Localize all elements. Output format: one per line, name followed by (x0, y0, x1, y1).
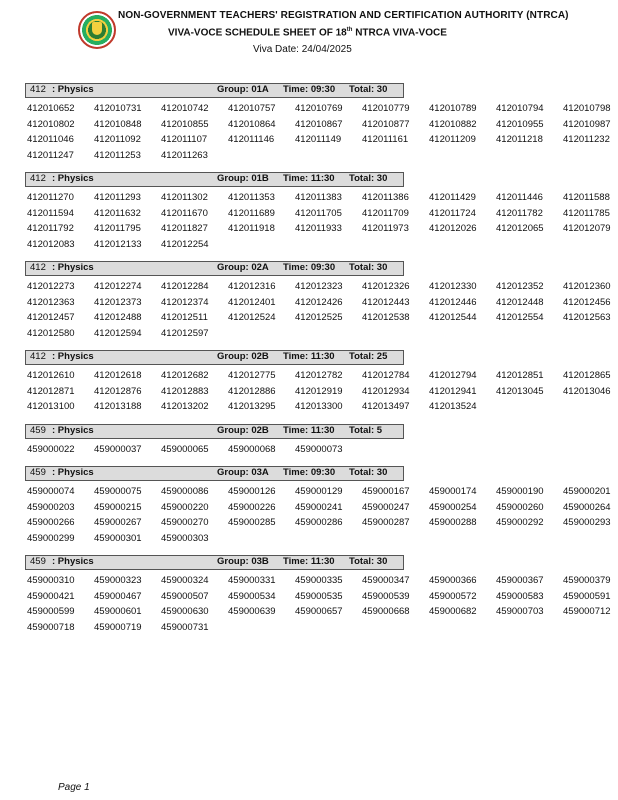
viva-date: Viva Date: 24/04/2025 (253, 44, 352, 55)
roll-number: 412012618 (94, 370, 142, 381)
roll-number: 459000293 (563, 517, 611, 528)
subject-code: 459 (30, 467, 46, 478)
group-info: Group: 01B (217, 173, 269, 184)
roll-number: 412012538 (362, 312, 410, 323)
roll-number: 412012426 (295, 296, 343, 308)
roll-number: 412012580 (27, 327, 75, 339)
roll-number: 412011146 (228, 134, 275, 145)
roll-number: 412013497 (362, 401, 410, 412)
schedule-title: VIVA-VOCE SCHEDULE SHEET OF 18th NTRCA VIVA-VOCE (168, 27, 447, 39)
schedule-section (25, 172, 615, 252)
roll-number: 459000073 (295, 443, 343, 455)
roll-number: 412010652 (27, 103, 75, 114)
roll-number: 459000731 (161, 621, 209, 633)
roll-number-list (25, 190, 615, 252)
roll-number: 412011827 (161, 223, 208, 234)
time-info: Time: 11:30 (283, 173, 335, 184)
authority-title: NON-GOVERNMENT TEACHERS' REGISTRATION AND CERTIFICATION AUTHORITY (NTRCA) (118, 10, 569, 21)
roll-number: 412012254 (161, 238, 209, 250)
roll-number: 459000292 (496, 517, 544, 528)
roll-number: 412012273 (27, 281, 75, 292)
subject-name: : Physics (52, 424, 94, 436)
roll-number: 412012610 (27, 370, 75, 381)
roll-number: 459000303 (161, 532, 209, 544)
roll-number: 412011247 (27, 149, 74, 161)
subject-code: 412 (30, 84, 46, 95)
roll-number: 412012876 (94, 385, 142, 397)
roll-number: 412011632 (94, 207, 141, 219)
subject-code: 412 (30, 351, 46, 362)
roll-number: 412012934 (362, 385, 410, 397)
section-header (25, 350, 615, 365)
roll-number: 412011973 (362, 223, 409, 234)
roll-number: 412012794 (429, 370, 477, 381)
roll-number: 459000601 (94, 606, 142, 617)
roll-number: 459000335 (295, 575, 343, 586)
roll-number: 412010848 (94, 118, 142, 130)
roll-number: 459000126 (228, 486, 276, 497)
roll-number: 412013188 (94, 401, 142, 412)
roll-number: 412011107 (161, 134, 208, 145)
roll-number: 412013295 (228, 401, 276, 412)
schedule-section (25, 261, 615, 341)
roll-number: 412011353 (228, 192, 275, 203)
roll-number: 459000630 (161, 606, 209, 617)
roll-number: 412011588 (563, 192, 610, 203)
roll-number: 412012083 (27, 238, 75, 250)
roll-number: 412010779 (362, 103, 410, 114)
roll-number: 459000323 (94, 575, 142, 586)
roll-number: 412012554 (496, 312, 544, 323)
roll-number: 412010864 (228, 118, 276, 130)
roll-number: 412011386 (362, 192, 409, 203)
subject-name: : Physics (52, 262, 94, 273)
roll-number: 412010798 (563, 103, 611, 114)
roll-number: 412011705 (295, 207, 342, 219)
roll-number: 459000254 (429, 501, 477, 513)
roll-number: 412013300 (295, 401, 343, 412)
roll-number: 459000682 (429, 606, 477, 617)
roll-number: 459000247 (362, 501, 410, 513)
roll-number: 412011383 (295, 192, 342, 203)
roll-number: 412010987 (563, 118, 611, 130)
roll-number: 412013046 (563, 385, 611, 397)
roll-number: 459000220 (161, 501, 209, 513)
roll-number: 459000712 (563, 606, 611, 617)
page-number: Page 1 (58, 782, 90, 793)
roll-number: 459000668 (362, 606, 410, 617)
total-info: Total: 30 (349, 467, 388, 478)
total-info: Total: 25 (349, 351, 388, 362)
roll-number: 412013100 (27, 401, 75, 412)
roll-number: 459000074 (27, 486, 75, 497)
roll-number: 412012775 (228, 370, 276, 381)
subject-code: 459 (30, 556, 46, 567)
roll-number: 459000534 (228, 590, 276, 602)
roll-number: 412012597 (161, 327, 209, 339)
roll-number: 412012448 (496, 296, 544, 308)
roll-number: 459000539 (362, 590, 410, 602)
roll-number: 412011795 (94, 223, 141, 234)
roll-number: 412011293 (94, 192, 141, 203)
roll-number: 412013524 (429, 401, 477, 412)
roll-number: 459000065 (161, 443, 209, 455)
subject-code: 412 (30, 262, 46, 273)
roll-number: 459000241 (295, 501, 343, 513)
roll-number-list (25, 484, 615, 546)
roll-number: 412011670 (161, 207, 208, 219)
roll-number: 412012883 (161, 385, 209, 397)
roll-number: 412012544 (429, 312, 477, 323)
roll-number: 412011933 (295, 223, 342, 234)
subject-name: : Physics (52, 556, 94, 567)
roll-number: 459000129 (295, 486, 343, 497)
total-info: Total: 30 (349, 556, 388, 567)
section-header (25, 424, 615, 439)
roll-number: 459000301 (94, 532, 142, 544)
roll-number: 412011594 (27, 207, 74, 219)
group-info: Group: 02B (217, 351, 269, 362)
roll-number: 412012401 (228, 296, 276, 308)
roll-number: 459000591 (563, 590, 611, 602)
roll-number: 412010867 (295, 118, 343, 130)
roll-number: 459000068 (228, 443, 276, 455)
roll-number: 412011724 (429, 207, 476, 219)
roll-number: 412010802 (27, 118, 75, 130)
roll-number: 412012446 (429, 296, 477, 308)
roll-number: 459000379 (563, 575, 611, 586)
roll-number: 459000215 (94, 501, 142, 513)
roll-number: 459000288 (429, 517, 477, 528)
total-info: Total: 30 (349, 173, 388, 184)
roll-number: 459000167 (362, 486, 410, 497)
roll-number: 459000266 (27, 517, 75, 528)
roll-number: 412011263 (161, 149, 208, 161)
time-info: Time: 11:30 (283, 556, 335, 567)
time-info: Time: 09:30 (283, 467, 336, 478)
roll-number-list (25, 101, 615, 163)
roll-number: 412012919 (295, 385, 343, 397)
roll-number: 459000366 (429, 575, 477, 586)
total-info: Total: 30 (349, 262, 388, 273)
roll-number: 459000086 (161, 486, 209, 497)
document-header (0, 0, 618, 62)
roll-number: 412012456 (563, 296, 611, 308)
roll-number: 459000299 (27, 532, 75, 544)
subject-name: : Physics (52, 84, 94, 95)
roll-number: 459000260 (496, 501, 544, 513)
roll-number: 459000703 (496, 606, 544, 617)
roll-number: 412012851 (496, 370, 544, 381)
group-info: Group: 03B (217, 556, 269, 567)
roll-number: 412012316 (228, 281, 276, 292)
roll-number: 459000286 (295, 517, 343, 528)
roll-number: 459000657 (295, 606, 343, 617)
roll-number: 412012284 (161, 281, 209, 292)
roll-number: 412011689 (228, 207, 275, 219)
roll-number: 459000599 (27, 606, 75, 617)
roll-number: 459000639 (228, 606, 276, 617)
roll-number: 459000310 (27, 575, 75, 586)
schedule-section (25, 83, 615, 163)
roll-number: 412011918 (228, 223, 275, 234)
total-info: Total: 30 (349, 84, 388, 95)
roll-number: 412011429 (429, 192, 476, 203)
roll-number: 412012525 (295, 312, 343, 323)
group-info: Group: 02B (217, 424, 269, 436)
roll-number: 459000535 (295, 590, 343, 602)
roll-number: 412010757 (228, 103, 276, 114)
roll-number: 412012360 (563, 281, 611, 292)
roll-number: 459000421 (27, 590, 75, 602)
time-info: Time: 09:30 (283, 262, 336, 273)
roll-number: 459000264 (563, 501, 611, 513)
roll-number: 412011253 (94, 149, 141, 161)
roll-number: 459000324 (161, 575, 209, 586)
roll-number: 412010794 (496, 103, 544, 114)
roll-number: 412011218 (496, 134, 543, 145)
roll-number: 412011782 (496, 207, 543, 219)
roll-number: 459000201 (563, 486, 611, 497)
roll-number: 412011446 (496, 192, 543, 203)
time-info: Time: 11:30 (283, 351, 335, 362)
roll-number: 412011046 (27, 134, 74, 145)
roll-number: 459000507 (161, 590, 209, 602)
subject-name: : Physics (52, 173, 94, 184)
roll-number: 412012373 (94, 296, 142, 308)
roll-number-list (25, 573, 615, 635)
subject-name: : Physics (52, 467, 94, 478)
roll-number: 459000347 (362, 575, 410, 586)
section-header (25, 83, 615, 98)
roll-number: 459000583 (496, 590, 544, 602)
roll-number: 412011302 (161, 192, 208, 203)
roll-number: 412012682 (161, 370, 209, 381)
roll-number: 412010789 (429, 103, 477, 114)
roll-number: 412011092 (94, 134, 141, 145)
roll-number: 412012941 (429, 385, 477, 397)
schedule-section (25, 555, 615, 635)
roll-number: 412012352 (496, 281, 544, 292)
schedule-section (25, 424, 615, 458)
roll-number: 459000719 (94, 621, 142, 633)
group-info: Group: 02A (217, 262, 269, 273)
roll-number: 412012026 (429, 223, 477, 234)
roll-number: 412013045 (496, 385, 544, 397)
roll-number: 459000022 (27, 443, 75, 455)
roll-number: 412012065 (496, 223, 544, 234)
roll-number: 412011161 (362, 134, 409, 145)
roll-number: 412010855 (161, 118, 209, 130)
roll-number: 412012457 (27, 312, 75, 323)
roll-number: 459000190 (496, 486, 544, 497)
roll-number: 459000367 (496, 575, 544, 586)
ntrca-logo-icon (78, 11, 116, 49)
roll-number: 412012594 (94, 327, 142, 339)
roll-number: 412012782 (295, 370, 343, 381)
roll-number: 412012524 (228, 312, 276, 323)
subject-code: 412 (30, 173, 46, 184)
roll-number: 459000572 (429, 590, 477, 602)
schedule-sections (25, 83, 615, 644)
roll-number: 412011785 (563, 207, 610, 219)
roll-number: 459000331 (228, 575, 276, 586)
roll-number: 459000467 (94, 590, 142, 602)
section-header (25, 172, 615, 187)
roll-number: 412011792 (27, 223, 74, 234)
roll-number: 459000226 (228, 501, 276, 513)
roll-number: 459000287 (362, 517, 410, 528)
roll-number: 412012363 (27, 296, 75, 308)
roll-number: 412012374 (161, 296, 209, 308)
roll-number: 412012443 (362, 296, 410, 308)
roll-number: 459000174 (429, 486, 477, 497)
roll-number: 412012784 (362, 370, 410, 381)
group-info: Group: 01A (217, 84, 269, 95)
roll-number: 412012323 (295, 281, 343, 292)
group-info: Group: 03A (217, 467, 269, 478)
roll-number: 412013202 (161, 401, 209, 412)
time-info: Time: 09:30 (283, 84, 336, 95)
roll-number: 412012563 (563, 312, 611, 323)
roll-number: 459000285 (228, 517, 276, 528)
roll-number: 412012865 (563, 370, 611, 381)
roll-number-list (25, 368, 615, 415)
roll-number: 412012274 (94, 281, 142, 292)
roll-number: 412010955 (496, 118, 544, 130)
roll-number: 412012326 (362, 281, 410, 292)
roll-number: 412010769 (295, 103, 343, 114)
roll-number: 459000718 (27, 621, 75, 633)
schedule-section (25, 466, 615, 546)
roll-number: 412011209 (429, 134, 476, 145)
subject-code: 459 (30, 424, 46, 436)
roll-number: 412010882 (429, 118, 477, 130)
roll-number: 412010742 (161, 103, 209, 114)
roll-number: 412012330 (429, 281, 477, 292)
roll-number: 412010877 (362, 118, 410, 130)
roll-number: 412011709 (362, 207, 409, 219)
roll-number: 459000267 (94, 517, 142, 528)
roll-number: 412011232 (563, 134, 610, 145)
roll-number: 459000270 (161, 517, 209, 528)
roll-number: 459000203 (27, 501, 75, 513)
roll-number: 412011149 (295, 134, 342, 145)
roll-number: 412011270 (27, 192, 74, 203)
schedule-section (25, 350, 615, 415)
roll-number: 412012488 (94, 312, 142, 323)
roll-number-list (25, 279, 615, 341)
section-header (25, 466, 615, 481)
time-info: Time: 11:30 (283, 424, 335, 436)
roll-number: 459000075 (94, 486, 142, 497)
section-header (25, 261, 615, 276)
roll-number: 412010731 (94, 103, 142, 114)
roll-number: 412012079 (563, 223, 611, 234)
roll-number: 412012886 (228, 385, 276, 397)
roll-number: 412012133 (94, 238, 142, 250)
roll-number: 412012871 (27, 385, 75, 397)
roll-number: 412012511 (161, 312, 208, 323)
section-header (25, 555, 615, 570)
roll-number-list (25, 442, 615, 458)
roll-number: 459000037 (94, 443, 142, 455)
total-info: Total: 5 (349, 424, 383, 436)
subject-name: : Physics (52, 351, 94, 362)
